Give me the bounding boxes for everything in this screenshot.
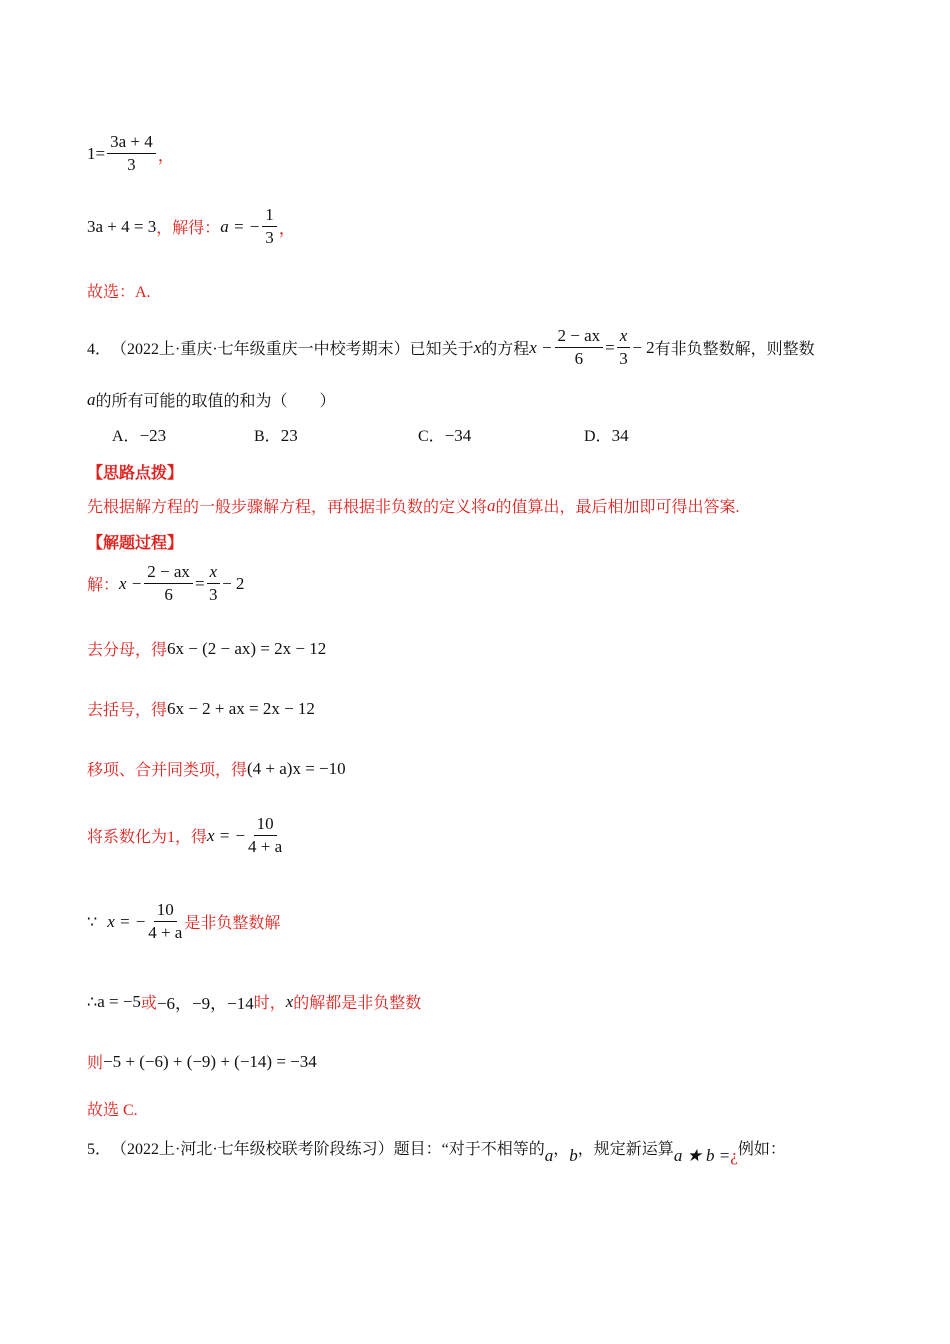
- question5-garbled: ¿: [730, 1145, 738, 1165]
- prev-eq2-den: 3: [265, 228, 274, 247]
- question4-source: （2022上·重庆·七年级重庆一中校考期末）已知关于: [111, 341, 474, 358]
- step5-frac: [148, 900, 182, 943]
- step0-eq: =: [194, 573, 205, 593]
- step6-when: 时，: [253, 995, 286, 1012]
- step6-therefore: ∴: [87, 993, 98, 1011]
- question5-text1: （2022上·河北·七年级校联考阶段练习）题目：“对于不相等的: [111, 1141, 545, 1158]
- step1-expr: 6x − (2 − ax) = 2x − 12: [167, 638, 327, 658]
- step4-frac: [248, 814, 282, 857]
- step0-frac1: [144, 562, 193, 605]
- question4-frac1: [555, 326, 604, 369]
- prev-eq-comma: ，: [157, 146, 175, 165]
- question5-number: 5．: [87, 1141, 112, 1158]
- step2-expr: 6x − 2 + ax = 2x − 12: [167, 698, 315, 718]
- step0-lhs: x −: [119, 573, 143, 593]
- question4-number: 4．: [87, 341, 112, 358]
- step7-expr: −5 + (−6) + (−9) + (−14) = −34: [103, 1051, 317, 1071]
- question4-eq-sign: =: [605, 337, 615, 357]
- question4-var-x: x: [473, 337, 482, 357]
- prev-fraction: [107, 132, 156, 175]
- step4-frac-num: 10: [254, 814, 277, 836]
- option-d[interactable]: [584, 423, 629, 446]
- process-step1: [87, 637, 326, 660]
- step0-frac2-num: x: [207, 562, 221, 584]
- question4-eq-tail: − 2: [632, 337, 655, 357]
- question4-frac2-num: x: [617, 326, 631, 348]
- step3-label: 移项、合并同类项，得: [87, 762, 248, 779]
- question4-line2-text: 的所有可能的取值的和为（ ）: [95, 393, 336, 410]
- prev-eq-lhs: 1: [87, 143, 96, 163]
- step4-frac-den: 4 + a: [248, 837, 283, 856]
- option-b[interactable]: [254, 423, 298, 446]
- step0-frac2-den: 3: [209, 585, 218, 604]
- process-step2: [87, 697, 315, 720]
- question5-op-expr: a ★ b =: [673, 1145, 731, 1165]
- prev-eq2-num: 1: [262, 205, 277, 227]
- step0-label: 解：: [87, 577, 120, 594]
- prev-eq-line1: [87, 132, 175, 175]
- step6-or: 或: [140, 995, 157, 1012]
- question4-line2: [87, 388, 336, 411]
- step7-label: 则: [87, 1055, 104, 1072]
- hint-var-a: a: [487, 495, 496, 515]
- option-a-label: A．: [112, 428, 140, 445]
- question5-text2: ，规定新运算: [577, 1141, 674, 1158]
- process-step7: [87, 1050, 317, 1073]
- prev-eq2-expr: 3a + 4 = 3: [87, 216, 157, 236]
- prev-answer: 故选：A.: [87, 284, 151, 301]
- question5-var-b: b: [569, 1145, 578, 1165]
- question5-line: [87, 1136, 786, 1165]
- prev-eq2-fraction: [262, 205, 277, 248]
- option-c-label: C．: [418, 428, 445, 445]
- hint-text: [87, 494, 740, 517]
- process-step6: [87, 989, 421, 1014]
- question4-var-a: a: [87, 389, 96, 409]
- process-step5: [87, 900, 280, 943]
- prev-eq-line2: [87, 205, 296, 248]
- step1-label: 去分母，得: [87, 642, 168, 659]
- process-step0: [87, 562, 244, 605]
- prev-eq2-label: ，解得：: [156, 220, 221, 237]
- step3-expr: (4 + a)x = −10: [247, 758, 346, 778]
- question4-end: 有非负整数解，则整数: [654, 341, 815, 358]
- option-d-value: 34: [611, 426, 629, 445]
- question4-frac2: [617, 326, 631, 369]
- question5-text3: 例如：: [737, 1141, 786, 1158]
- question4-frac1-den: 6: [574, 349, 584, 368]
- step0-frac1-den: 6: [164, 585, 173, 604]
- option-b-value: 23: [280, 426, 298, 445]
- option-d-label: D．: [584, 428, 612, 445]
- process-step4: [87, 814, 284, 857]
- option-a-value: −23: [139, 426, 167, 445]
- question4-mid: 的方程: [481, 341, 530, 358]
- option-a[interactable]: [112, 423, 166, 446]
- step5-frac-num: 10: [154, 900, 177, 922]
- step6-var-x: x: [285, 991, 294, 1011]
- step5-frac-den: 4 + a: [148, 923, 183, 942]
- step4-lhs: x = −: [207, 825, 247, 845]
- step4-label: 将系数化为1，得: [87, 829, 208, 846]
- prev-eq2-lhs: a = −: [220, 216, 261, 236]
- step0-tail: − 2: [222, 573, 245, 593]
- hint-heading: 【思路点拨】: [87, 465, 184, 482]
- process-heading: 【解题过程】: [87, 535, 184, 552]
- question5-var-a: a: [544, 1145, 554, 1165]
- prev-fraction-num: 3a + 4: [107, 132, 156, 154]
- question5-sep: ，: [553, 1141, 570, 1158]
- step6-text: 的解都是非负整数: [293, 995, 422, 1012]
- option-c-value: −34: [444, 426, 472, 445]
- prev-eq-sign: =: [95, 143, 106, 163]
- step0-frac2: [207, 562, 221, 605]
- step5-because: ∵: [87, 913, 98, 931]
- hint-text-after: 的值算出，最后相加即可得出答案.: [495, 499, 740, 516]
- step6-expr2: −6，−9，−14: [156, 994, 254, 1013]
- process-step3: [87, 757, 346, 780]
- step5-text: 是非负整数解: [184, 915, 281, 932]
- step2-label: 去括号，得: [87, 702, 168, 719]
- step6-expr1: a = −5: [97, 991, 141, 1011]
- option-b-label: B．: [254, 428, 281, 445]
- question4-frac2-den: 3: [619, 349, 628, 368]
- step0-frac1-num: 2 − ax: [144, 562, 193, 584]
- process-answer: 故选 C.: [87, 1102, 138, 1119]
- prev-fraction-den: 3: [127, 155, 136, 174]
- prev-eq2-comma: ，: [278, 219, 296, 238]
- question4-line1: [87, 326, 815, 369]
- option-c[interactable]: [418, 423, 471, 446]
- step5-lhs: x = −: [107, 911, 147, 931]
- question4-eq-lhs: x −: [529, 337, 553, 357]
- question4-frac1-num: 2 − ax: [555, 326, 604, 348]
- hint-text-before: 先根据解方程的一般步骤解方程，再根据非负数的定义将: [87, 499, 488, 516]
